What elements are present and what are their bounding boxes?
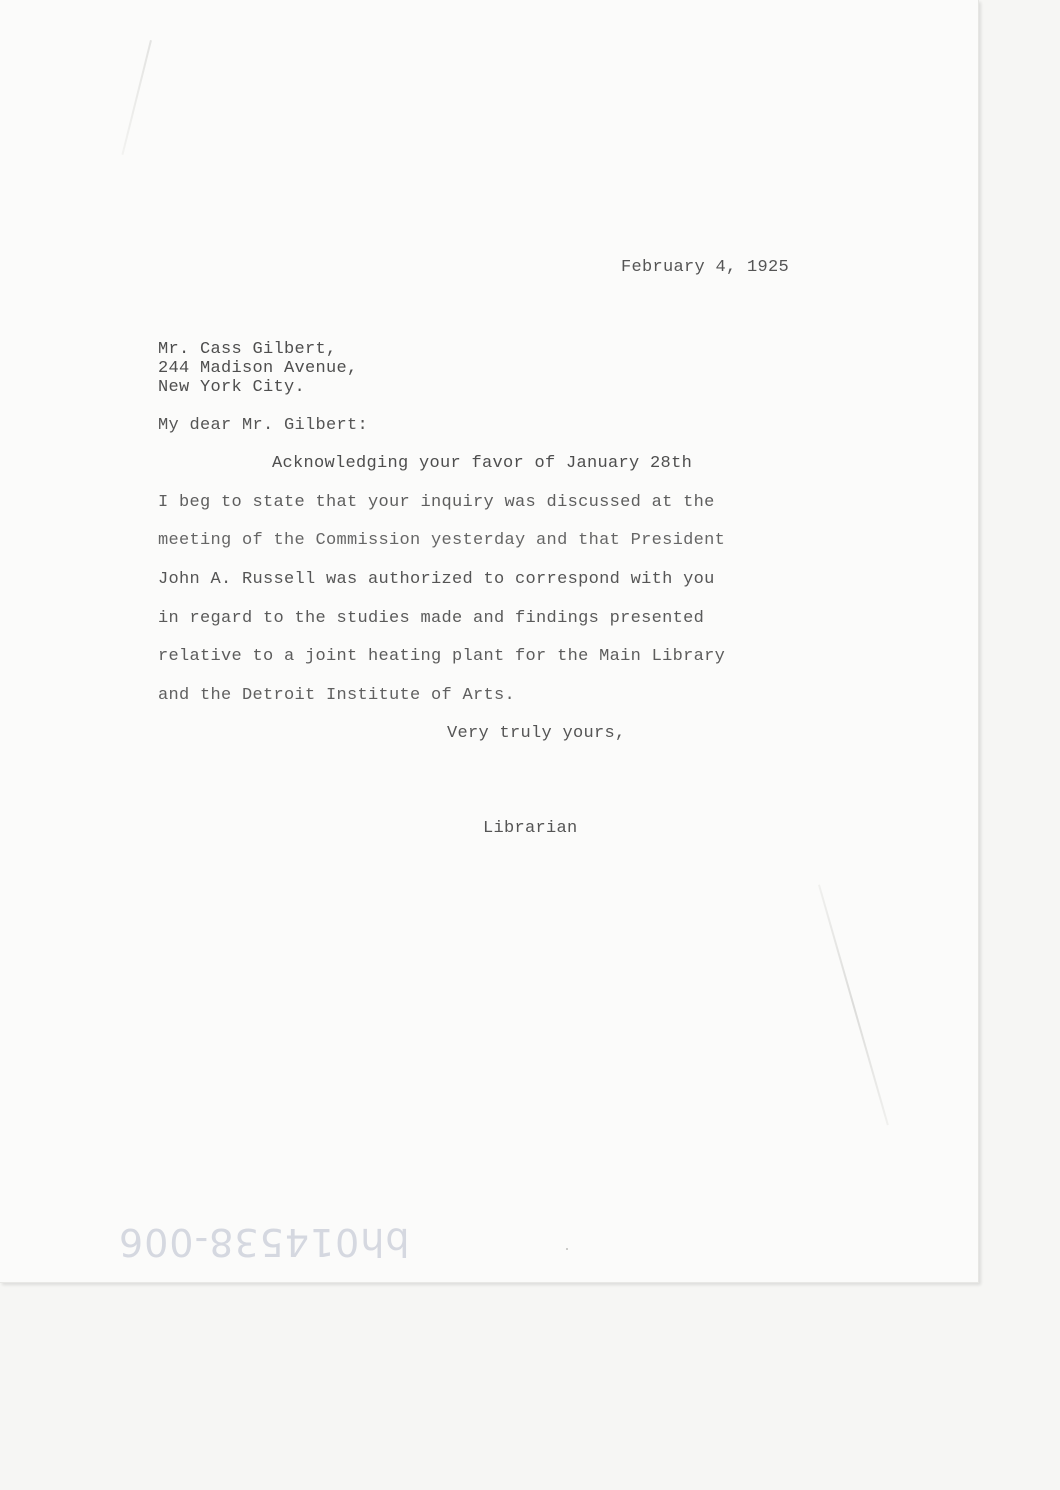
body-line: relative to a joint heating plant for the Main Library xyxy=(158,647,726,666)
body-line: John A. Russell was authorized to correspond with you xyxy=(158,570,715,589)
body-line: meeting of the Commission yesterday and that President xyxy=(158,531,726,550)
salutation: My dear Mr. Gilbert: xyxy=(158,416,369,435)
body-line: I beg to state that your inquiry was discussed at the xyxy=(158,493,715,512)
letter-date: February 4, 1925 xyxy=(621,258,790,277)
body-line: in regard to the studies made and findings presented xyxy=(158,609,705,628)
archive-stamp: bh014538-006 xyxy=(118,1220,410,1264)
recipient-name: Mr. Cass Gilbert, xyxy=(158,340,337,359)
recipient-street: 244 Madison Avenue, xyxy=(158,359,358,378)
body-line: Acknowledging your favor of January 28th xyxy=(272,454,693,473)
paper-speck xyxy=(566,1248,568,1250)
body-line: and the Detroit Institute of Arts. xyxy=(158,686,516,705)
paper-crease xyxy=(121,40,151,155)
paper-crease xyxy=(818,884,889,1125)
closing: Very truly yours, xyxy=(447,724,626,743)
recipient-city: New York City. xyxy=(158,378,306,397)
signature-title: Librarian xyxy=(483,819,578,838)
